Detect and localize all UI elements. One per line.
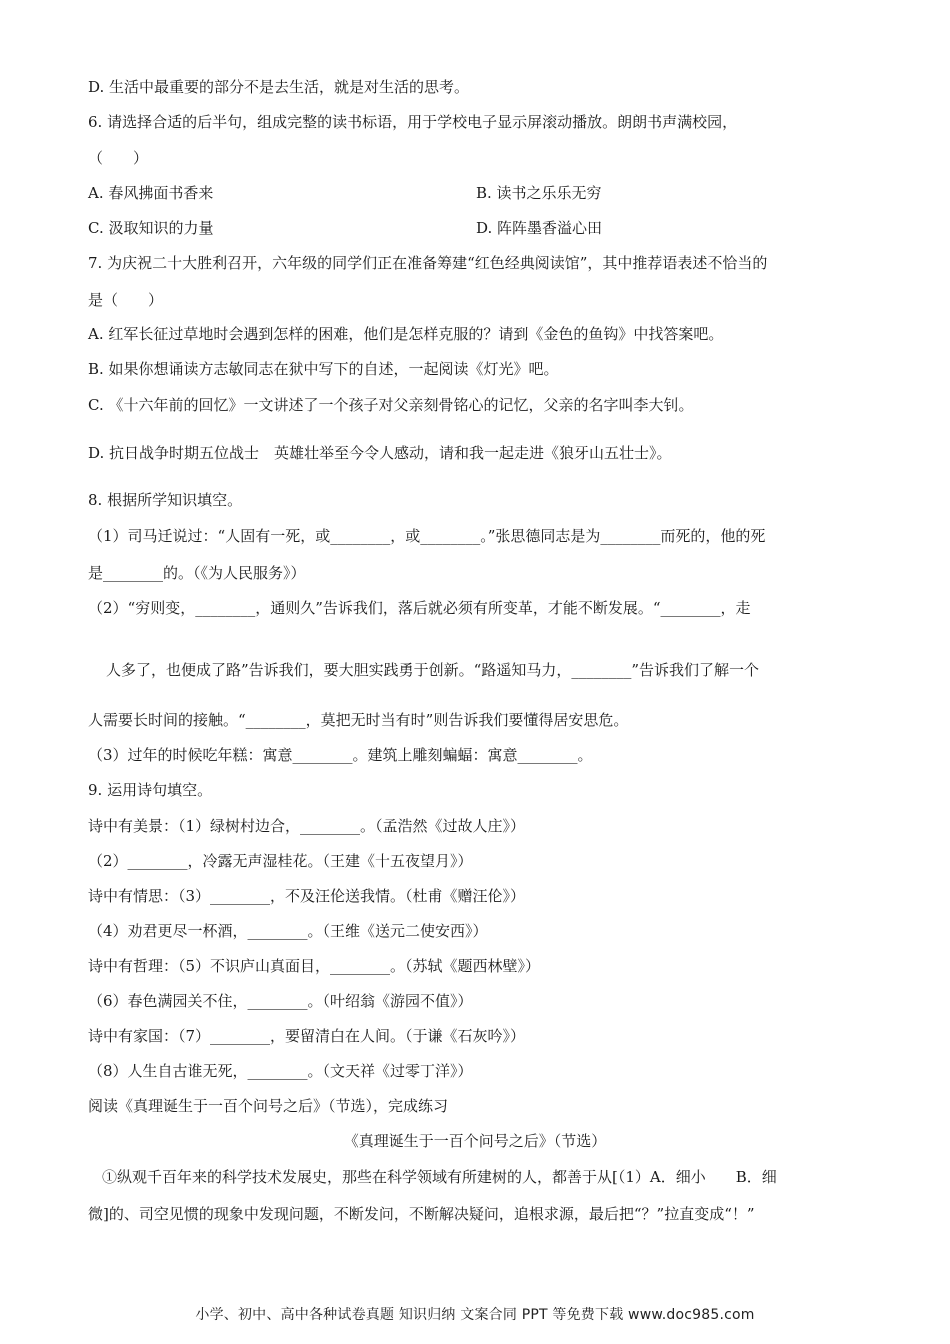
- q6-stem-line-1: 6. 请选择合适的后半句，组成完整的读书标语，用于学校电子显示屏滚动播放。朗朗书声满校园，: [88, 113, 738, 131]
- q5-option-d: D. 生活中最重要的部分不是去生活，就是对生活的思考。: [88, 78, 470, 96]
- q7-stem-line-1: 7. 为庆祝二十大胜利召开，六年级的同学们正在准备筹建“红色经典阅读馆”，其中推荐语表述不恰当的: [88, 254, 768, 272]
- q8-part3-line-1: （3）过年的时候吃年糕：寓意________。建筑上雕刻蝙蝠：寓意________。: [88, 746, 593, 764]
- reading-title: 《真理诞生于一百个问号之后》（节选）: [343, 1132, 607, 1150]
- q9-line-3: 诗中有情思：（3）________，不及汪伦送我情。（杜甫《赠汪伦》）: [88, 887, 526, 905]
- q8-part1-line-1: （1）司马迁说过：“人固有一死，或________，或________。”张思德同志是为________而死的，他的死: [88, 527, 766, 545]
- q9-line-7: 诗中有家国：（7）________，要留清白在人间。（于谦《石灰吟》）: [88, 1027, 526, 1045]
- q9-stem: 9. 运用诗句填空。: [88, 781, 213, 799]
- q9-line-4: （4）劝君更尽一杯酒，________。（王维《送元二使安西》）: [88, 922, 488, 940]
- q8-part2-line-2: 人多了，也便成了路”告诉我们，要大胆实践勇于创新。“路遥知马力，________”告诉我们了解一个: [106, 661, 760, 679]
- q8-part1-line-2: 是________的。（《为人民服务》）: [88, 564, 306, 582]
- q8-stem: 8. 根据所学知识填空。: [88, 491, 243, 509]
- q6-option-a: A. 春风拂面书香来: [88, 184, 214, 202]
- q9-line-5: 诗中有哲理：（5）不识庐山真面目，________。（苏轼《题西林壁》）: [88, 957, 541, 975]
- q6-option-c: C. 汲取知识的力量: [88, 219, 214, 237]
- reading-para1-line-2: 微]的、司空见惯的现象中发现问题，不断发问，不断解决疑问，追根求源，最后把“？”拉直变成“！”: [88, 1205, 755, 1223]
- q7-option-b: B. 如果你想诵读方志敏同志在狱中写下的自述，一起阅读《灯光》吧。: [88, 360, 559, 378]
- page-footer: 小学、初中、高中各种试卷真题 知识归纳 文案合同 PPT 等免费下载 www.doc985.com: [195, 1307, 755, 1323]
- reading-para1-line-1: ①纵观千百年来的科学技术发展史，那些在科学领域有所建树的人，都善于从[（1）A．细小 B．细: [102, 1168, 777, 1186]
- q9-line-2: （2）________，冷露无声湿桂花。（王建《十五夜望月》）: [88, 852, 473, 870]
- q8-part2-line-1: （2）“穷则变，________，通则久”告诉我们，落后就必须有所变革，才能不断发展。“________，走: [88, 599, 751, 617]
- q9-line-8: （8）人生自古谁无死，________。（文天祥《过零丁洋》）: [88, 1062, 473, 1080]
- q7-option-c: C. 《十六年前的回忆》一文讲述了一个孩子对父亲刻骨铭心的记忆，父亲的名字叫李大钊。: [88, 396, 694, 414]
- q6-stem-line-2: （ ）: [88, 149, 149, 167]
- q7-option-a: A. 红军长征过草地时会遇到怎样的困难，他们是怎样克服的？请到《金色的鱼钩》中找答案吧。: [88, 325, 724, 343]
- q8-part2-line-3: 人需要长时间的接触。“________，莫把无时当有时”则告诉我们要懂得居安思危。: [88, 711, 629, 729]
- q9-line-1: 诗中有美景：（1）绿树村边合，________。（孟浩然《过故人庄》）: [88, 817, 526, 835]
- q9-line-6: （6）春色满园关不住，________。（叶绍翁《游园不值》）: [88, 992, 473, 1010]
- q7-option-d: D. 抗日战争时期五位战士 英雄壮举至今令人感动，请和我一起走进《狼牙山五壮士》。: [88, 444, 672, 462]
- q6-option-b: B. 读书之乐乐无穷: [476, 184, 602, 202]
- reading-instruction: 阅读《真理诞生于一百个问号之后》（节选），完成练习: [88, 1097, 449, 1115]
- q7-stem-line-2: 是（ ）: [88, 291, 164, 309]
- q6-option-d: D. 阵阵墨香溢心田: [476, 219, 603, 237]
